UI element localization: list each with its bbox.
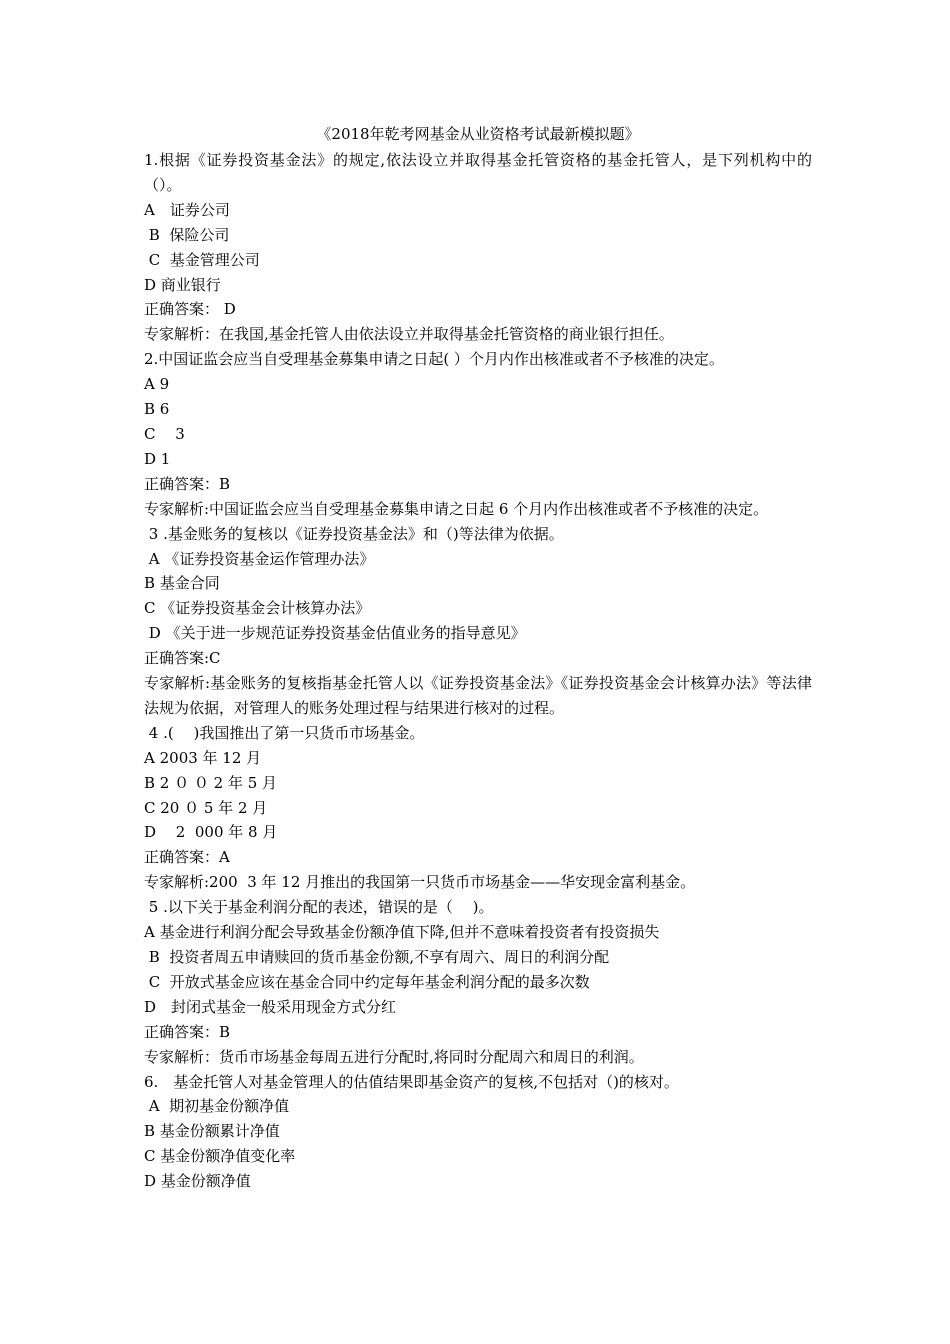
question-1-explanation: 专家解析：在我国,基金托管人由依法设立并取得基金托管资格的商业银行担任。 bbox=[144, 325, 674, 344]
question-3-option-a: A 《证券投资基金运作管理办法》 bbox=[144, 549, 375, 568]
question-2-option-c: C 3 bbox=[144, 424, 185, 443]
question-4-explanation: 专家解析:200 3 年 12 月推出的我国第一只货币市场基金——华安现金富利基金。 bbox=[144, 873, 696, 892]
question-1-option-a: A 证券公司 bbox=[144, 200, 230, 219]
question-5-stem: 5 .以下关于基金利润分配的表述，错误的是（ )。 bbox=[144, 898, 494, 917]
question-2-explanation: 专家解析:中国证监会应当自受理基金募集申请之日起 6 个月内作出核准或者不予核准的决定。 bbox=[144, 499, 769, 518]
question-3-explanation: 专家解析:基金账务的复核指基金托管人以《证券投资基金法》《证券投资基金会计核算办法》等法律法规为依据，对管理人的账务处理过程与结果进行核对的过程。 bbox=[144, 674, 812, 717]
question-2-option-d: D 1 bbox=[144, 449, 171, 468]
question-4-option-d: D 2 000 年 8 月 bbox=[144, 823, 278, 842]
question-5-option-d: D 封闭式基金一般采用现金方式分红 bbox=[144, 997, 397, 1016]
question-5-option-a: A 基金进行利润分配会导致基金份额净值下降,但并不意味着投资者有投资损失 bbox=[144, 923, 660, 942]
question-3-answer: 正确答案:C bbox=[144, 649, 221, 668]
question-2-option-b: B 6 bbox=[144, 400, 170, 419]
question-2-option-a: A 9 bbox=[144, 375, 170, 394]
question-4-option-a: A 2003 年 12 月 bbox=[144, 748, 262, 767]
question-6-option-a: A 期初基金份额净值 bbox=[144, 1097, 290, 1116]
question-1-answer: 正确答案： D bbox=[144, 300, 236, 319]
question-6-option-d: D 基金份额净值 bbox=[144, 1172, 251, 1191]
question-5-option-b: B 投资者周五申请赎回的货币基金份额,不享有周六、周日的利润分配 bbox=[144, 948, 610, 966]
document-title: 《2018年乾考网基金从业资格考试最新模拟题》 bbox=[316, 125, 640, 143]
document-page bbox=[144, 122, 812, 1194]
question-3-stem: 3 .基金账务的复核以《证券投资基金法》和（)等法律为依据。 bbox=[144, 524, 564, 543]
question-5-explanation: 专家解析：货币市场基金每周五进行分配时,将同时分配周六和周日的利润。 bbox=[144, 1047, 644, 1066]
question-3-option-c: C 《证券投资基金会计核算办法》 bbox=[144, 599, 371, 618]
question-1-option-c: C 基金管理公司 bbox=[144, 250, 260, 269]
question-4-answer: 正确答案：A bbox=[144, 848, 230, 867]
question-3-option-d: D 《关于进一步规范证券投资基金估值业务的指导意见》 bbox=[144, 624, 526, 643]
question-4-option-b: B 2 ０ ０ 2 年 5 月 bbox=[144, 773, 278, 792]
question-2-stem: 2.中国证监会应当自受理基金募集申请之日起( ）个月内作出核准或者不予核准的决定。 bbox=[144, 350, 724, 369]
question-4-stem: 4 .( )我国推出了第一只货币市场基金。 bbox=[144, 723, 425, 742]
question-1-stem: 1.根据《证券投资基金法》的规定,依法设立并取得基金托管资格的基金托管人，是下列机构中的（）。 bbox=[144, 151, 812, 194]
question-5-option-c: C 开放式基金应该在基金合同中约定每年基金利润分配的最多次数 bbox=[144, 972, 590, 991]
question-1-option-d: D 商业银行 bbox=[144, 275, 221, 294]
question-6-option-c: C 基金份额净值变化率 bbox=[144, 1147, 296, 1166]
question-2-answer: 正确答案：B bbox=[144, 474, 231, 493]
question-6-option-b: B 基金份额累计净值 bbox=[144, 1122, 280, 1141]
question-4-option-c: C 20 ０ 5 年 2 月 bbox=[144, 798, 268, 817]
question-1-option-b: B 保险公司 bbox=[144, 225, 230, 244]
question-5-answer: 正确答案：B bbox=[144, 1022, 231, 1041]
question-6-stem: 6. 基金托管人对基金管理人的估值结果即基金资产的复核,不包括对（)的核对。 bbox=[144, 1072, 679, 1091]
question-3-option-b: B 基金合同 bbox=[144, 574, 220, 593]
